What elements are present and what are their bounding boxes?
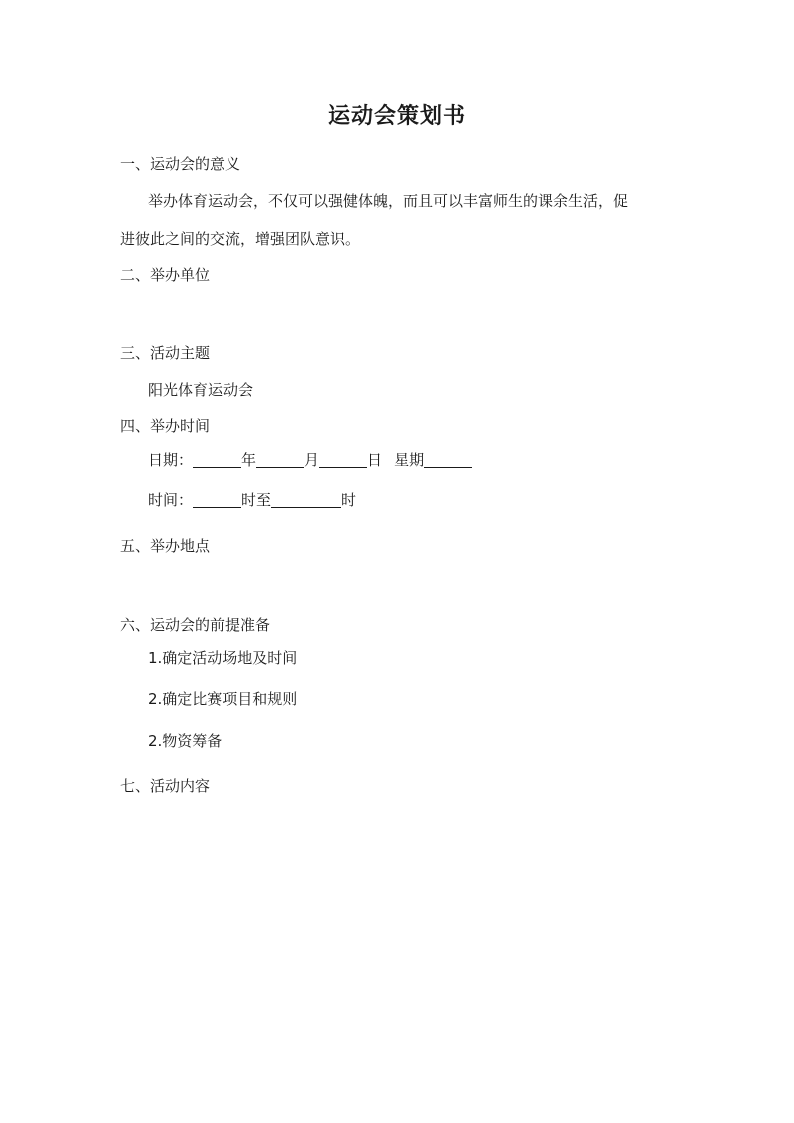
section-heading-time: 四、举办时间 — [120, 417, 211, 435]
preparation-item: 2.确定比赛项目和规则 — [148, 690, 298, 708]
section-heading-significance: 一、运动会的意义 — [120, 155, 241, 173]
time-label: 时间： — [148, 491, 194, 509]
hour-to-text: 时 — [341, 491, 357, 509]
day-unit: 日 — [367, 451, 383, 469]
paragraph-significance-line2: 进彼此之间的交流，增强团队意识。 — [120, 230, 361, 248]
weekday-blank[interactable] — [424, 451, 472, 468]
end-hour-blank[interactable] — [271, 491, 341, 508]
hour-from-text: 时至 — [241, 491, 272, 509]
paragraph-significance-line1: 举办体育运动会，不仅可以强健体魄，而且可以丰富师生的课余生活，促 — [148, 192, 629, 210]
section-heading-content: 七、活动内容 — [120, 777, 211, 795]
theme-text: 阳光体育运动会 — [148, 381, 254, 399]
start-hour-blank[interactable] — [193, 491, 241, 508]
month-blank[interactable] — [256, 451, 304, 468]
time-line — [148, 489, 356, 511]
section-heading-theme: 三、活动主题 — [120, 344, 211, 362]
weekday-label: 星期 — [394, 451, 425, 469]
section-heading-preparation: 六、运动会的前提准备 — [120, 616, 271, 634]
preparation-item: 1.确定活动场地及时间 — [148, 649, 298, 667]
date-label: 日期： — [148, 451, 194, 469]
month-unit: 月 — [304, 451, 320, 469]
document-title: 运动会策划书 — [327, 104, 466, 129]
preparation-item: 2.物资筹备 — [148, 732, 223, 750]
section-heading-venue: 五、举办地点 — [120, 537, 211, 555]
date-line — [148, 449, 472, 471]
day-blank[interactable] — [319, 451, 367, 468]
section-heading-organizer: 二、举办单位 — [120, 266, 211, 284]
year-blank[interactable] — [193, 451, 241, 468]
year-unit: 年 — [241, 451, 257, 469]
